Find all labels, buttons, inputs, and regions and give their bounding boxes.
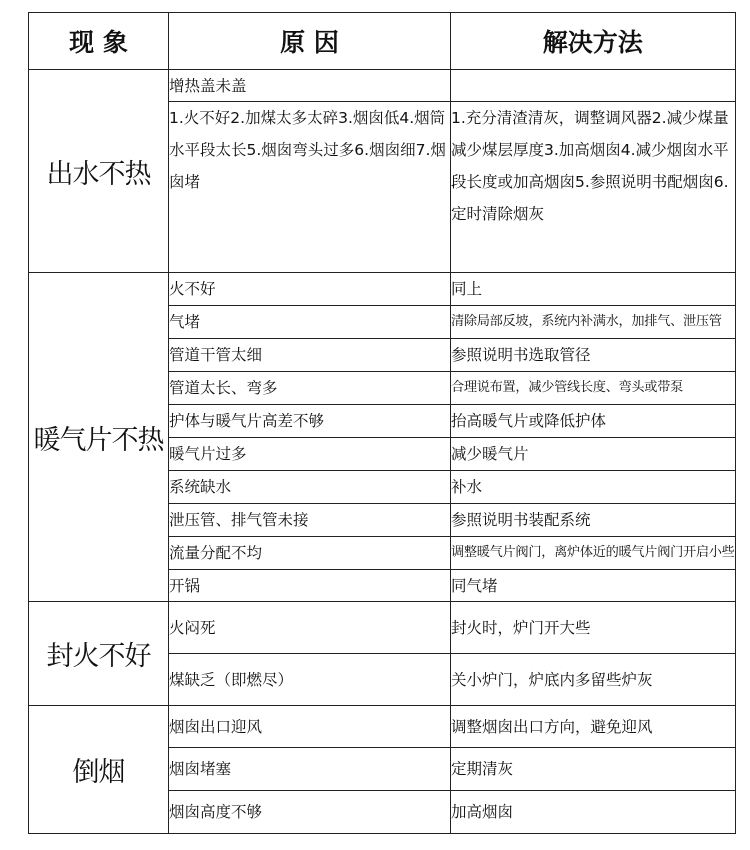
cause-cell: 烟囱堵塞: [169, 748, 451, 791]
cause-cell: 泄压管、排气管未接: [169, 504, 451, 537]
solution-cell: 加高烟囱: [451, 791, 736, 834]
solution-cell: 参照说明书装配系统: [451, 504, 736, 537]
header-cause: 原 因: [169, 13, 451, 70]
table-row: [29, 70, 736, 102]
solution-cell: 抬高暖气片或降低护体: [451, 405, 736, 438]
header-row: [29, 13, 736, 70]
solution-cell: 减少暖气片: [451, 438, 736, 471]
solution-cell: 调整烟囱出口方向，避免迎风: [451, 706, 736, 748]
solution-cell: 同气堵: [451, 570, 736, 602]
table-row: [29, 706, 736, 748]
cause-cell: 系统缺水: [169, 471, 451, 504]
solution-cell: 参照说明书选取管径: [451, 339, 736, 372]
cause-cell: 火闷死: [169, 602, 451, 654]
cause-cell: 流量分配不均: [169, 537, 451, 570]
solution-cell: 清除局部反坡，系统内补满水，加排气、泄压管: [451, 306, 736, 339]
solution-cell: 关小炉门，炉底内多留些炉灰: [451, 654, 736, 706]
cause-cell: 煤缺乏（即燃尽）: [169, 654, 451, 706]
cause-cell: 烟囱高度不够: [169, 791, 451, 834]
cause-cell: 开锅: [169, 570, 451, 602]
cause-cell: 管道干管太细: [169, 339, 451, 372]
header-phenomenon: 现 象: [29, 13, 169, 70]
solution-cell: 合理说布置，减少管线长度、弯头或带泵: [451, 372, 736, 405]
cause-cell: 增热盖未盖: [169, 70, 451, 102]
solution-cell: [451, 70, 736, 102]
table-row: [29, 273, 736, 306]
solution-cell: 定期清灰: [451, 748, 736, 791]
solution-cell: 调整暖气片阀门，离炉体近的暖气片阀门开启小些: [451, 537, 736, 570]
cause-cell: 护体与暖气片高差不够: [169, 405, 451, 438]
phenomenon-cell: 倒烟: [29, 706, 169, 834]
phenomenon-cell: 出水不热: [29, 70, 169, 273]
table-row: [29, 602, 736, 654]
phenomenon-cell: 封火不好: [29, 602, 169, 706]
solution-cell: 同上: [451, 273, 736, 306]
cause-cell: 暖气片过多: [169, 438, 451, 471]
cause-cell: 1.火不好2.加煤太多太碎3.烟囱低4.烟筒水平段太长5.烟囱弯头过多6.烟囱细7.烟囱堵: [169, 102, 451, 273]
solution-cell: 封火时，炉门开大些: [451, 602, 736, 654]
cause-cell: 火不好: [169, 273, 451, 306]
cause-cell: 气堵: [169, 306, 451, 339]
header-solution: 解决方法: [451, 13, 736, 70]
troubleshooting-table: [28, 12, 736, 834]
phenomenon-cell: 暖气片不热: [29, 273, 169, 602]
cause-cell: 烟囱出口迎风: [169, 706, 451, 748]
solution-cell: 1.充分清渣清灰，调整调风器2.减少煤量减少煤层厚度3.加高烟囱4.减少烟囱水平段长度或加高烟囱5.参照说明书配烟囱6.定时清除烟灰: [451, 102, 736, 273]
solution-cell: 补水: [451, 471, 736, 504]
cause-cell: 管道太长、弯多: [169, 372, 451, 405]
